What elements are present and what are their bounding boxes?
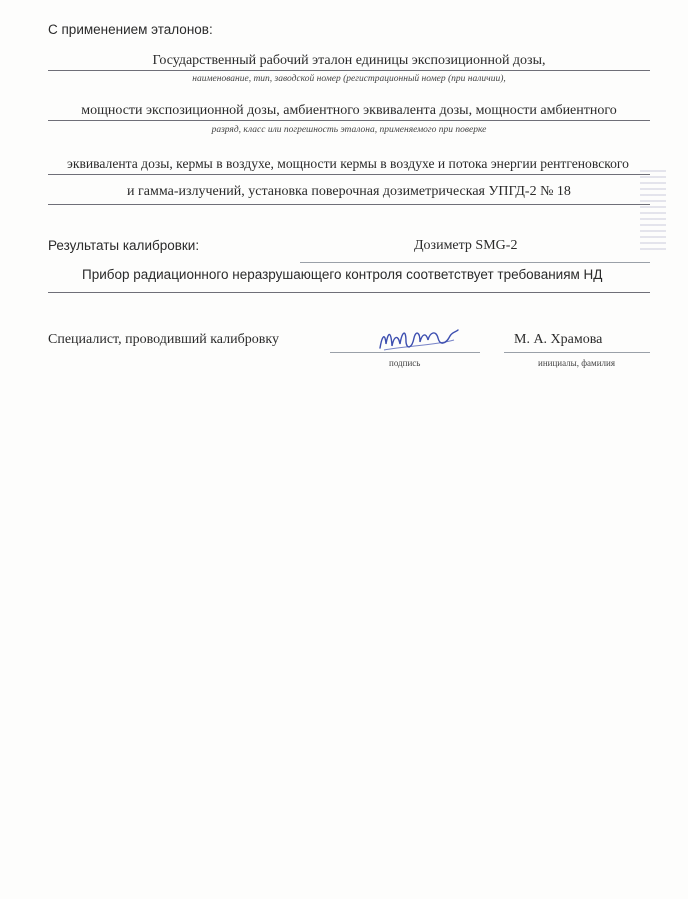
specialist-name: М. А. Храмова — [514, 332, 603, 347]
name-caption: инициалы, фамилия — [538, 358, 615, 368]
results-label: Результаты калибровки: — [48, 238, 200, 253]
specialist-label: Специалист, проводивший калибровку — [48, 332, 279, 347]
results-device: Дозиметр SMG-2 — [414, 238, 518, 253]
standards-line-3: эквивалента дозы, кермы в воздухе, мощности кермы в воздухе и потока энергии рентгеновского — [67, 156, 629, 171]
standards-hint-1: наименование, тип, заводской номер (регистрационный номер (при наличии), — [192, 74, 506, 84]
results-device-rule — [300, 262, 650, 263]
standards-line-3-rule — [48, 174, 650, 175]
specialist-name-rule — [504, 352, 650, 353]
standards-hint-2: разряд, класс или погрешность эталона, применяемого при поверке — [211, 125, 487, 135]
standards-line-1-rule — [48, 70, 650, 71]
standards-line-2-rule — [48, 120, 650, 121]
standards-line-4-rule — [48, 204, 650, 205]
standards-heading: С применением эталонов: — [48, 22, 213, 37]
standards-line-4: и гамма-излучений, установка поверочная дозиметрическая УПГД-2 № 18 — [127, 184, 571, 199]
standards-line-2: мощности экспозиционной дозы, амбиентного эквивалента дозы, мощности амбиентного — [81, 103, 617, 118]
signature-caption: подпись — [389, 358, 421, 368]
results-conclusion-rule — [48, 292, 650, 293]
scan-edge-marks — [640, 170, 666, 250]
signature-rule — [330, 352, 480, 353]
standards-line-1: Государственный рабочий эталон единицы экспозиционной дозы, — [152, 53, 546, 68]
results-conclusion: Прибор радиационного неразрушающего контроля соответствует требованиям НД — [82, 267, 603, 282]
handwritten-signature — [376, 326, 462, 354]
